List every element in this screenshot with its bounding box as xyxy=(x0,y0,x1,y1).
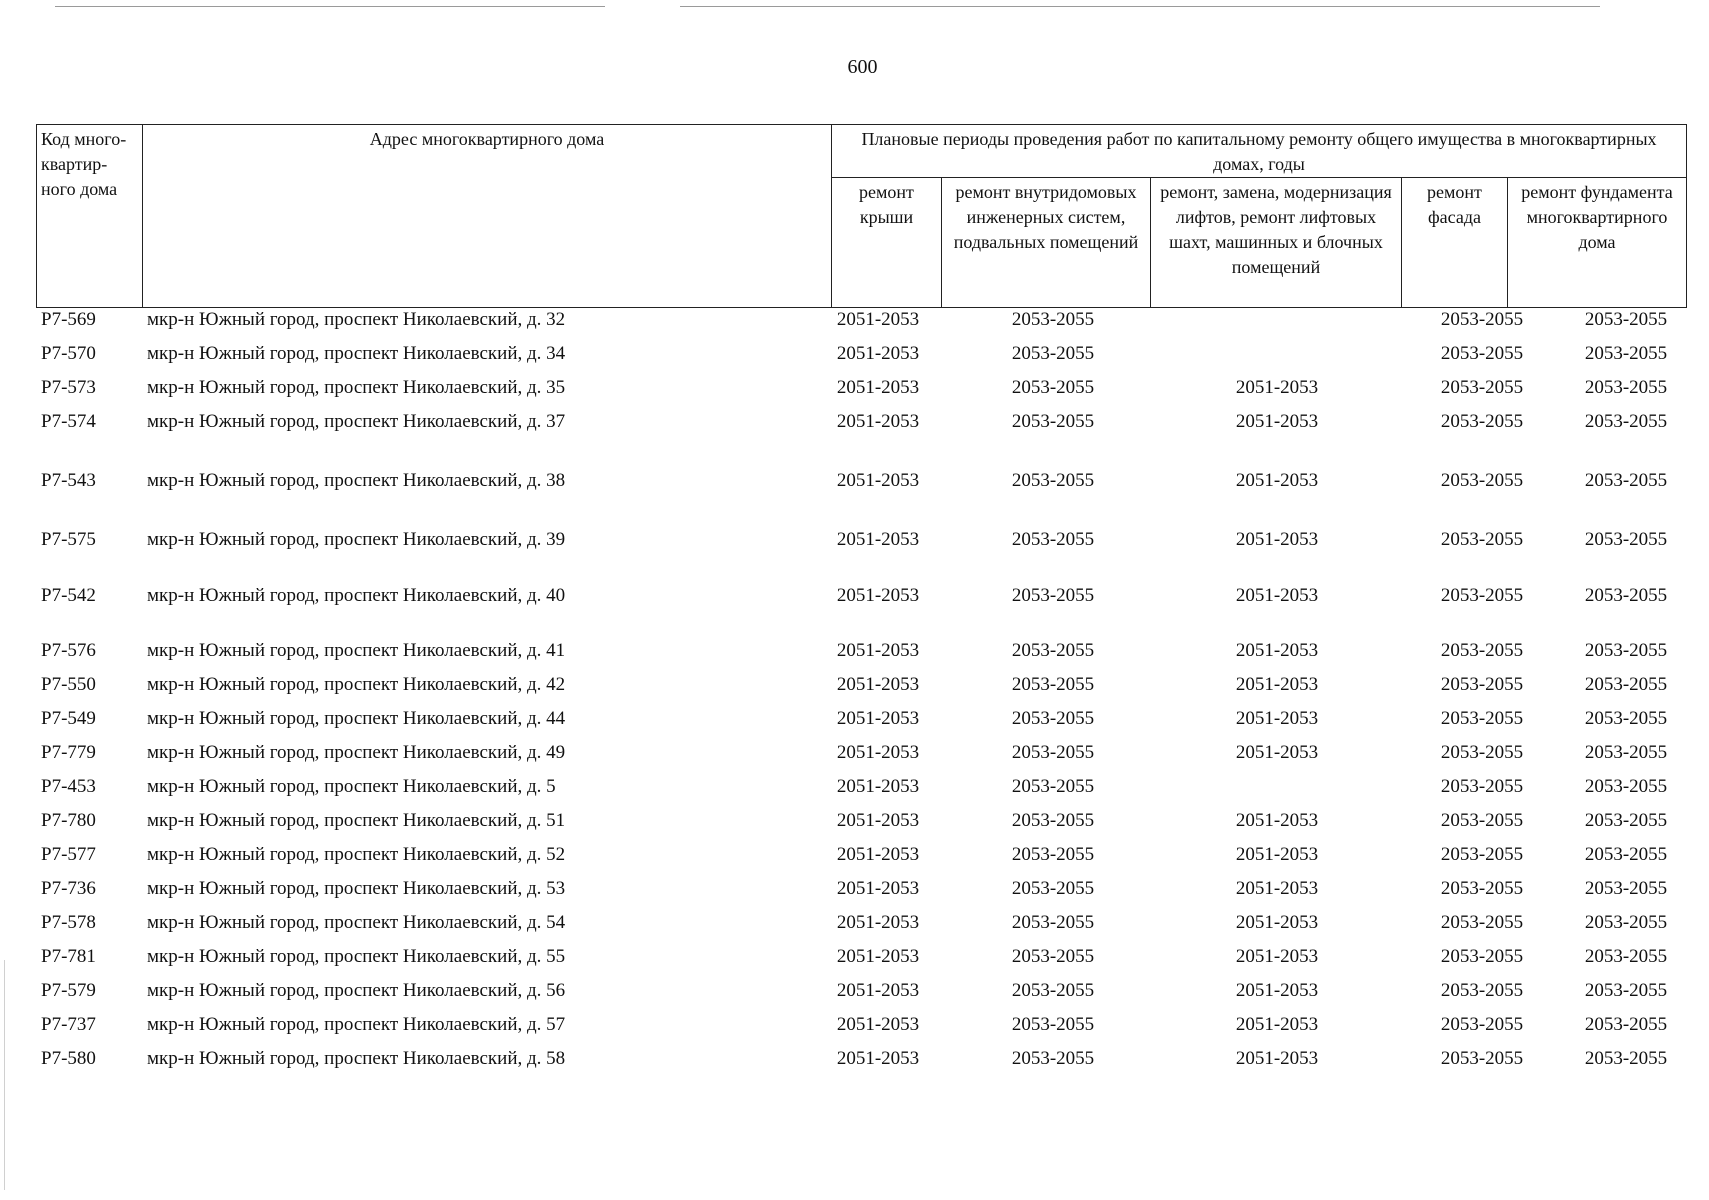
row-lifts-period: 2051-2053 xyxy=(1235,1048,1319,1069)
row-roof-period: 2051-2053 xyxy=(836,674,920,695)
row-facade-period: 2053-2055 xyxy=(1440,980,1524,1001)
header-periods-group: Плановые периоды проведения работ по капитальному ремонту общего имущества в многоквартирных домах, годы xyxy=(832,125,1687,178)
row-foundation-period: 2053-2055 xyxy=(1584,708,1668,729)
scan-artifact-line xyxy=(55,6,605,7)
row-roof-period: 2051-2053 xyxy=(836,585,920,606)
row-roof-period: 2051-2053 xyxy=(836,470,920,491)
row-lifts-period: 2051-2053 xyxy=(1235,470,1319,491)
row-foundation-period: 2053-2055 xyxy=(1584,529,1668,550)
row-facade-period: 2053-2055 xyxy=(1440,946,1524,967)
row-roof-period: 2051-2053 xyxy=(836,529,920,550)
row-engineering-period: 2053-2055 xyxy=(1011,1048,1095,1069)
row-foundation-period: 2053-2055 xyxy=(1584,377,1668,398)
row-address: мкр-н Южный город, проспект Николаевский, д. 41 xyxy=(147,640,566,661)
row-engineering-period: 2053-2055 xyxy=(1011,912,1095,933)
row-lifts-period: 2051-2053 xyxy=(1235,980,1319,1001)
row-code: Р7-781 xyxy=(41,946,96,967)
row-roof-period: 2051-2053 xyxy=(836,411,920,432)
row-lifts-period: 2051-2053 xyxy=(1235,529,1319,550)
row-code: Р7-453 xyxy=(41,776,96,797)
header-address: Адрес многоквартирного дома xyxy=(143,125,832,308)
row-facade-period: 2053-2055 xyxy=(1440,640,1524,661)
scan-artifact-line xyxy=(680,6,1600,7)
row-engineering-period: 2053-2055 xyxy=(1011,878,1095,899)
row-facade-period: 2053-2055 xyxy=(1440,708,1524,729)
row-engineering-period: 2053-2055 xyxy=(1011,470,1095,491)
row-lifts-period: 2051-2053 xyxy=(1235,708,1319,729)
row-code: Р7-780 xyxy=(41,810,96,831)
row-code: Р7-579 xyxy=(41,980,96,1001)
table-row xyxy=(36,526,1686,554)
row-address: мкр-н Южный город, проспект Николаевский, д. 57 xyxy=(147,1014,566,1035)
row-foundation-period: 2053-2055 xyxy=(1584,776,1668,797)
row-code: Р7-578 xyxy=(41,912,96,933)
row-address: мкр-н Южный город, проспект Николаевский, д. 5 xyxy=(147,776,556,797)
table-row xyxy=(36,1045,1686,1073)
row-address: мкр-н Южный город, проспект Николаевский, д. 32 xyxy=(147,309,566,330)
row-foundation-period: 2053-2055 xyxy=(1584,878,1668,899)
row-code: Р7-575 xyxy=(41,529,96,550)
table-row xyxy=(36,977,1686,1005)
row-code: Р7-779 xyxy=(41,742,96,763)
row-engineering-period: 2053-2055 xyxy=(1011,946,1095,967)
row-roof-period: 2051-2053 xyxy=(836,980,920,1001)
row-code: Р7-574 xyxy=(41,411,96,432)
row-foundation-period: 2053-2055 xyxy=(1584,844,1668,865)
header-roof: ремонт крыши xyxy=(832,178,942,308)
table-row xyxy=(36,374,1686,402)
row-code: Р7-577 xyxy=(41,844,96,865)
row-lifts-period: 2051-2053 xyxy=(1235,411,1319,432)
row-foundation-period: 2053-2055 xyxy=(1584,309,1668,330)
row-address: мкр-н Южный город, проспект Николаевский, д. 44 xyxy=(147,708,566,729)
row-foundation-period: 2053-2055 xyxy=(1584,1014,1668,1035)
row-facade-period: 2053-2055 xyxy=(1440,411,1524,432)
row-engineering-period: 2053-2055 xyxy=(1011,742,1095,763)
row-address: мкр-н Южный город, проспект Николаевский, д. 39 xyxy=(147,529,566,550)
row-roof-period: 2051-2053 xyxy=(836,912,920,933)
row-facade-period: 2053-2055 xyxy=(1440,776,1524,797)
row-address: мкр-н Южный город, проспект Николаевский, д. 55 xyxy=(147,946,566,967)
row-code: Р7-573 xyxy=(41,377,96,398)
row-engineering-period: 2053-2055 xyxy=(1011,411,1095,432)
row-roof-period: 2051-2053 xyxy=(836,844,920,865)
row-facade-period: 2053-2055 xyxy=(1440,912,1524,933)
table-row xyxy=(36,408,1686,436)
row-code: Р7-570 xyxy=(41,343,96,364)
table-row xyxy=(36,671,1686,699)
row-facade-period: 2053-2055 xyxy=(1440,844,1524,865)
row-foundation-period: 2053-2055 xyxy=(1584,912,1668,933)
row-roof-period: 2051-2053 xyxy=(836,742,920,763)
row-engineering-period: 2053-2055 xyxy=(1011,640,1095,661)
row-foundation-period: 2053-2055 xyxy=(1584,585,1668,606)
row-code: Р7-542 xyxy=(41,585,96,606)
scan-artifact-line xyxy=(4,960,5,1190)
row-lifts-period: 2051-2053 xyxy=(1235,377,1319,398)
table-row xyxy=(36,875,1686,903)
row-code: Р7-736 xyxy=(41,878,96,899)
row-roof-period: 2051-2053 xyxy=(836,1014,920,1035)
header-engineering: ремонт внутридомовых инженерных систем, подвальных помещений xyxy=(942,178,1151,308)
row-lifts-period: 2051-2053 xyxy=(1235,674,1319,695)
table-row xyxy=(36,909,1686,937)
row-foundation-period: 2053-2055 xyxy=(1584,810,1668,831)
row-foundation-period: 2053-2055 xyxy=(1584,343,1668,364)
table-row xyxy=(36,467,1686,495)
row-facade-period: 2053-2055 xyxy=(1440,343,1524,364)
row-code: Р7-580 xyxy=(41,1048,96,1069)
row-foundation-period: 2053-2055 xyxy=(1584,411,1668,432)
row-engineering-period: 2053-2055 xyxy=(1011,708,1095,729)
row-engineering-period: 2053-2055 xyxy=(1011,844,1095,865)
header-foundation: ремонт фундамента многоквартирного дома xyxy=(1508,178,1687,308)
row-roof-period: 2051-2053 xyxy=(836,309,920,330)
row-engineering-period: 2053-2055 xyxy=(1011,1014,1095,1035)
table-header xyxy=(36,124,1687,308)
row-roof-period: 2051-2053 xyxy=(836,946,920,967)
row-roof-period: 2051-2053 xyxy=(836,1048,920,1069)
row-foundation-period: 2053-2055 xyxy=(1584,946,1668,967)
row-lifts-period: 2051-2053 xyxy=(1235,810,1319,831)
row-facade-period: 2053-2055 xyxy=(1440,674,1524,695)
row-address: мкр-н Южный город, проспект Николаевский, д. 38 xyxy=(147,470,566,491)
row-facade-period: 2053-2055 xyxy=(1440,1014,1524,1035)
row-roof-period: 2051-2053 xyxy=(836,810,920,831)
row-code: Р7-569 xyxy=(41,309,96,330)
row-address: мкр-н Южный город, проспект Николаевский, д. 58 xyxy=(147,1048,566,1069)
header-code: Код много-квартир-ного дома xyxy=(37,125,143,308)
row-lifts-period: 2051-2053 xyxy=(1235,1014,1319,1035)
table-row xyxy=(36,306,1686,334)
row-roof-period: 2051-2053 xyxy=(836,377,920,398)
row-roof-period: 2051-2053 xyxy=(836,776,920,797)
table-row xyxy=(36,1011,1686,1039)
row-facade-period: 2053-2055 xyxy=(1440,309,1524,330)
row-facade-period: 2053-2055 xyxy=(1440,742,1524,763)
table-row xyxy=(36,637,1686,665)
row-facade-period: 2053-2055 xyxy=(1440,1048,1524,1069)
table-row xyxy=(36,807,1686,835)
page-number: 600 xyxy=(847,56,878,78)
row-facade-period: 2053-2055 xyxy=(1440,377,1524,398)
row-address: мкр-н Южный город, проспект Николаевский, д. 54 xyxy=(147,912,566,933)
row-address: мкр-н Южный город, проспект Николаевский, д. 42 xyxy=(147,674,566,695)
row-foundation-period: 2053-2055 xyxy=(1584,742,1668,763)
table-row xyxy=(36,705,1686,733)
row-address: мкр-н Южный город, проспект Николаевский, д. 37 xyxy=(147,411,566,432)
row-engineering-period: 2053-2055 xyxy=(1011,377,1095,398)
row-address: мкр-н Южный город, проспект Николаевский, д. 34 xyxy=(147,343,566,364)
header-facade: ремонт фасада xyxy=(1402,178,1508,308)
table-row xyxy=(36,773,1686,801)
row-foundation-period: 2053-2055 xyxy=(1584,980,1668,1001)
row-lifts-period: 2051-2053 xyxy=(1235,640,1319,661)
row-engineering-period: 2053-2055 xyxy=(1011,674,1095,695)
row-address: мкр-н Южный город, проспект Николаевский, д. 40 xyxy=(147,585,566,606)
row-code: Р7-576 xyxy=(41,640,96,661)
row-foundation-period: 2053-2055 xyxy=(1584,1048,1668,1069)
row-roof-period: 2051-2053 xyxy=(836,878,920,899)
table-row xyxy=(36,943,1686,971)
row-engineering-period: 2053-2055 xyxy=(1011,343,1095,364)
row-address: мкр-н Южный город, проспект Николаевский, д. 49 xyxy=(147,742,566,763)
row-engineering-period: 2053-2055 xyxy=(1011,309,1095,330)
row-lifts-period: 2051-2053 xyxy=(1235,742,1319,763)
row-foundation-period: 2053-2055 xyxy=(1584,470,1668,491)
row-facade-period: 2053-2055 xyxy=(1440,585,1524,606)
row-address: мкр-н Южный город, проспект Николаевский, д. 53 xyxy=(147,878,566,899)
row-facade-period: 2053-2055 xyxy=(1440,810,1524,831)
table-row xyxy=(36,582,1686,610)
table-row xyxy=(36,841,1686,869)
table-row xyxy=(36,340,1686,368)
row-code: Р7-549 xyxy=(41,708,96,729)
row-roof-period: 2051-2053 xyxy=(836,343,920,364)
row-address: мкр-н Южный город, проспект Николаевский, д. 35 xyxy=(147,377,566,398)
row-lifts-period: 2051-2053 xyxy=(1235,912,1319,933)
row-engineering-period: 2053-2055 xyxy=(1011,776,1095,797)
row-foundation-period: 2053-2055 xyxy=(1584,674,1668,695)
row-code: Р7-737 xyxy=(41,1014,96,1035)
row-address: мкр-н Южный город, проспект Николаевский, д. 51 xyxy=(147,810,566,831)
row-engineering-period: 2053-2055 xyxy=(1011,810,1095,831)
table-row xyxy=(36,739,1686,767)
header-lifts: ремонт, замена, модернизация лифтов, ремонт лифтовых шахт, машинных и блочных помещений xyxy=(1151,178,1402,308)
row-engineering-period: 2053-2055 xyxy=(1011,529,1095,550)
row-lifts-period: 2051-2053 xyxy=(1235,946,1319,967)
row-code: Р7-550 xyxy=(41,674,96,695)
row-engineering-period: 2053-2055 xyxy=(1011,585,1095,606)
row-facade-period: 2053-2055 xyxy=(1440,529,1524,550)
row-roof-period: 2051-2053 xyxy=(836,640,920,661)
row-lifts-period: 2051-2053 xyxy=(1235,878,1319,899)
row-address: мкр-н Южный город, проспект Николаевский, д. 52 xyxy=(147,844,566,865)
row-roof-period: 2051-2053 xyxy=(836,708,920,729)
row-address: мкр-н Южный город, проспект Николаевский, д. 56 xyxy=(147,980,566,1001)
row-facade-period: 2053-2055 xyxy=(1440,878,1524,899)
row-foundation-period: 2053-2055 xyxy=(1584,640,1668,661)
row-lifts-period: 2051-2053 xyxy=(1235,844,1319,865)
row-code: Р7-543 xyxy=(41,470,96,491)
row-engineering-period: 2053-2055 xyxy=(1011,980,1095,1001)
row-facade-period: 2053-2055 xyxy=(1440,470,1524,491)
row-lifts-period: 2051-2053 xyxy=(1235,585,1319,606)
